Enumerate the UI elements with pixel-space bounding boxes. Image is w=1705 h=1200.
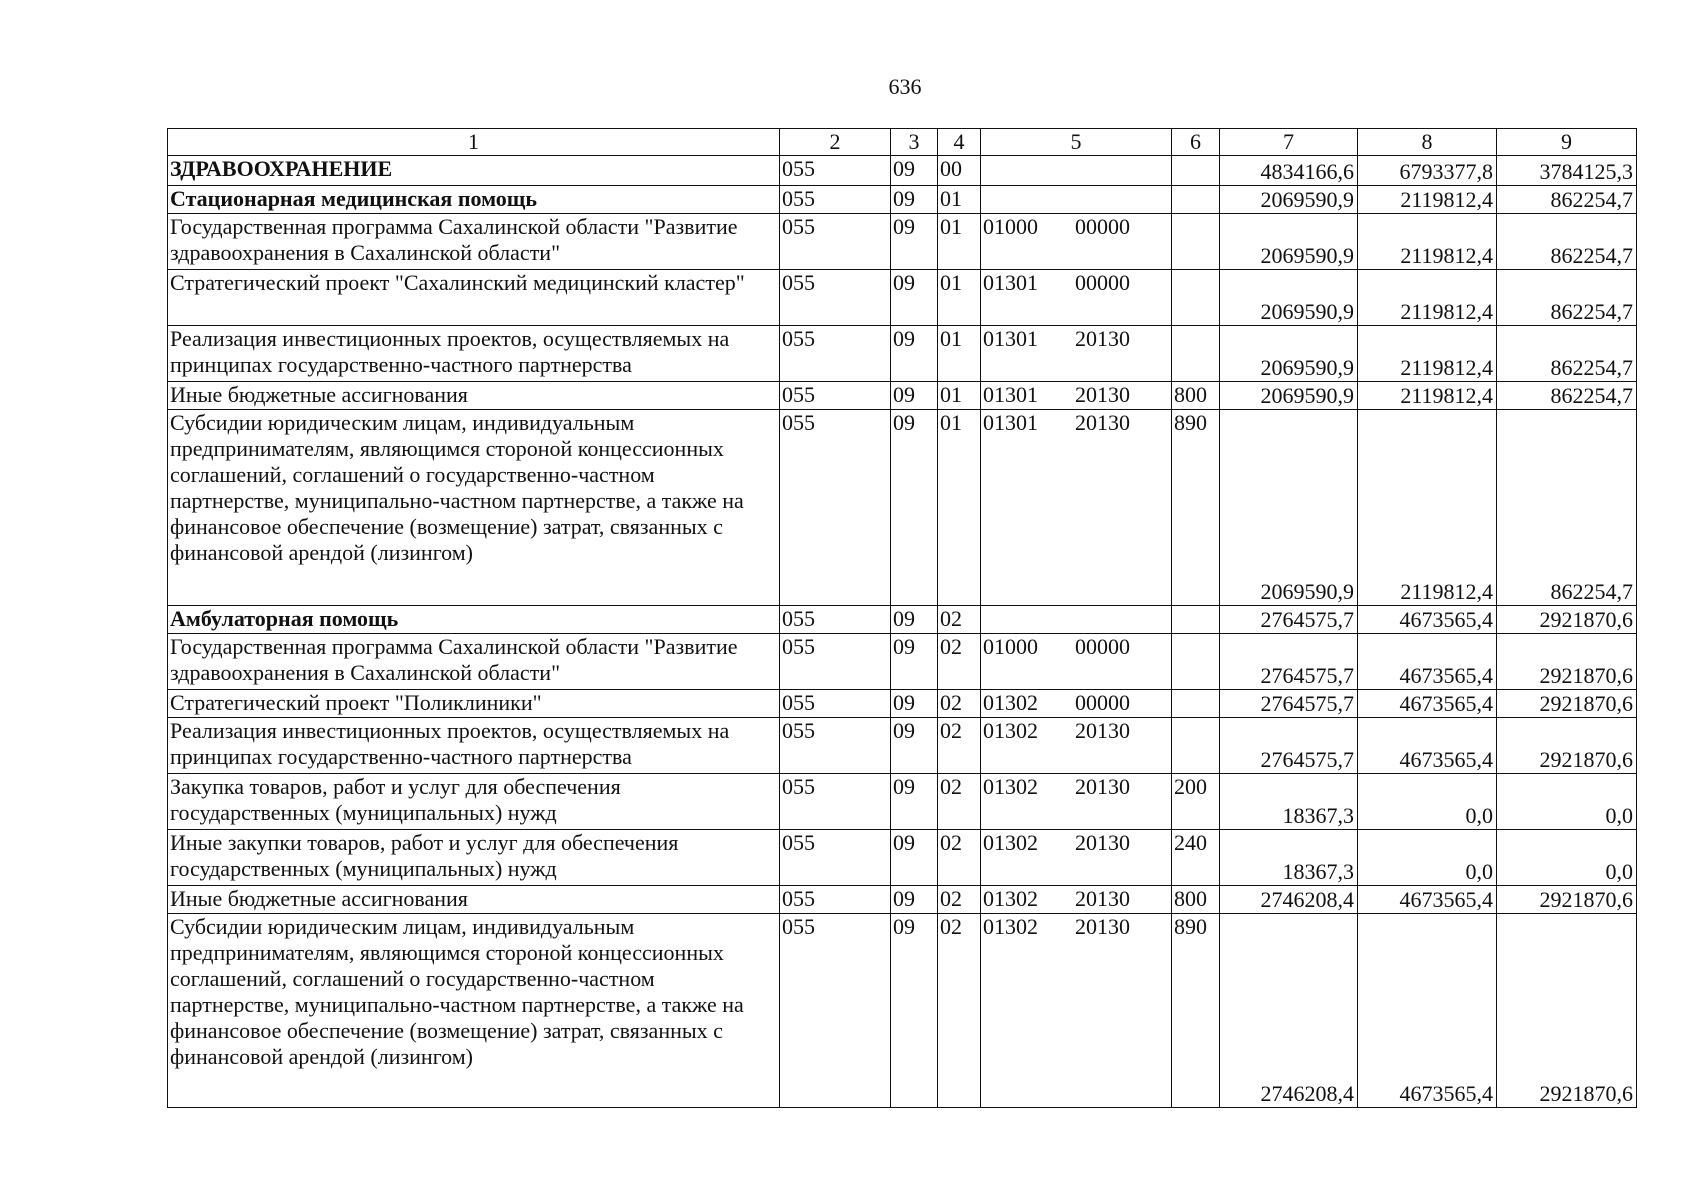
code-col-3: 09 (891, 634, 938, 690)
direction-code: 20130 (1075, 718, 1130, 743)
table-row (168, 410, 1637, 606)
amount-col-9: 2921870,6 (1497, 914, 1637, 1108)
amount-col-8: 4673565,4 (1358, 606, 1497, 634)
amount-col-7: 2069590,9 (1220, 410, 1358, 606)
header-row (168, 129, 1637, 156)
program-code: 01302 (983, 830, 1038, 855)
amount-col-9: 862254,7 (1497, 382, 1637, 410)
amount-col-9: 2921870,6 (1497, 606, 1637, 634)
row-description: Стратегический проект "Поликлиники" (168, 690, 780, 718)
code-col-5 (981, 186, 1172, 214)
code-col-2: 055 (780, 214, 891, 270)
header-cell-4: 4 (938, 129, 981, 156)
amount-col-7: 2746208,4 (1220, 914, 1358, 1108)
direction-code: 20130 (1075, 774, 1130, 799)
code-col-2: 055 (780, 914, 891, 1108)
program-code: 01301 (983, 382, 1038, 407)
code-col-2: 055 (780, 830, 891, 886)
amount-col-8: 4673565,4 (1358, 914, 1497, 1108)
amount-col-9: 862254,7 (1497, 214, 1637, 270)
header-cell-7: 7 (1220, 129, 1358, 156)
table-row (168, 326, 1637, 382)
table-row (168, 690, 1637, 718)
amount-col-8: 2119812,4 (1358, 214, 1497, 270)
amount-col-8: 2119812,4 (1358, 270, 1497, 326)
code-col-5 (981, 830, 1172, 886)
table-row (168, 270, 1637, 326)
table-body (168, 129, 1637, 1108)
code-col-2: 055 (780, 718, 891, 774)
code-col-4: 01 (938, 326, 981, 382)
header-cell-3: 3 (891, 129, 938, 156)
amount-col-7: 2069590,9 (1220, 186, 1358, 214)
code-col-3: 09 (891, 326, 938, 382)
code-col-5 (981, 214, 1172, 270)
code-col-5 (981, 774, 1172, 830)
row-description: Государственная программа Сахалинской области "Развитие здравоохранения в Сахалинской области" (168, 634, 780, 690)
header-cell-5: 5 (981, 129, 1172, 156)
table-row (168, 156, 1637, 186)
amount-col-8: 2119812,4 (1358, 186, 1497, 214)
code-col-6: 890 (1172, 410, 1220, 606)
amount-col-7: 2069590,9 (1220, 270, 1358, 326)
code-col-5 (981, 382, 1172, 410)
amount-col-8: 4673565,4 (1358, 690, 1497, 718)
code-col-2: 055 (780, 382, 891, 410)
code-col-4: 01 (938, 214, 981, 270)
row-description: Амбулаторная помощь (168, 606, 780, 634)
code-col-3: 09 (891, 690, 938, 718)
code-col-6 (1172, 156, 1220, 186)
code-col-4: 02 (938, 830, 981, 886)
amount-col-7: 2069590,9 (1220, 214, 1358, 270)
program-code: 01000 (983, 634, 1038, 659)
code-col-5 (981, 886, 1172, 914)
direction-code: 20130 (1075, 914, 1130, 939)
code-col-4: 01 (938, 186, 981, 214)
code-col-3: 09 (891, 382, 938, 410)
amount-col-9: 862254,7 (1497, 326, 1637, 382)
amount-col-7: 18367,3 (1220, 830, 1358, 886)
amount-col-7: 4834166,6 (1220, 156, 1358, 186)
table-row (168, 886, 1637, 914)
code-col-6: 800 (1172, 382, 1220, 410)
code-col-6 (1172, 606, 1220, 634)
row-description: Субсидии юридическим лицам, индивидуальным предпринимателям, являющимся стороной концессионных соглашений, соглашений о государственно-частном партнерстве, муниципально-частном партнерстве, а также на финансовое обеспечение (возмещение) затрат, связанных с финансовой арендой (лизингом) (168, 410, 780, 606)
code-col-4: 02 (938, 914, 981, 1108)
row-description: Государственная программа Сахалинской области "Развитие здравоохранения в Сахалинской области" (168, 214, 780, 270)
header-cell-9: 9 (1497, 129, 1637, 156)
table-row (168, 634, 1637, 690)
code-col-4: 00 (938, 156, 981, 186)
code-col-3: 09 (891, 914, 938, 1108)
code-col-6: 890 (1172, 914, 1220, 1108)
code-col-4: 02 (938, 774, 981, 830)
amount-col-7: 2764575,7 (1220, 634, 1358, 690)
direction-code: 00000 (1075, 270, 1130, 295)
code-col-6: 240 (1172, 830, 1220, 886)
amount-col-9: 862254,7 (1497, 186, 1637, 214)
amount-col-9: 2921870,6 (1497, 718, 1637, 774)
code-col-4: 02 (938, 886, 981, 914)
code-col-4: 02 (938, 634, 981, 690)
table-row (168, 382, 1637, 410)
amount-col-7: 2764575,7 (1220, 718, 1358, 774)
amount-col-8: 2119812,4 (1358, 382, 1497, 410)
amount-col-8: 6793377,8 (1358, 156, 1497, 186)
code-col-6 (1172, 690, 1220, 718)
program-code: 01302 (983, 886, 1038, 911)
budget-table-container (167, 128, 1637, 1108)
amount-col-9: 3784125,3 (1497, 156, 1637, 186)
code-col-6 (1172, 214, 1220, 270)
code-col-2: 055 (780, 886, 891, 914)
code-col-6: 800 (1172, 886, 1220, 914)
code-col-2: 055 (780, 326, 891, 382)
table-row (168, 774, 1637, 830)
direction-code: 00000 (1075, 690, 1130, 715)
page-number: 636 (888, 74, 922, 99)
table-row (168, 914, 1637, 1108)
amount-col-8: 4673565,4 (1358, 718, 1497, 774)
code-col-6 (1172, 270, 1220, 326)
code-col-4: 01 (938, 270, 981, 326)
table-row (168, 830, 1637, 886)
direction-code: 20130 (1075, 382, 1130, 407)
row-description: Стационарная медицинская помощь (168, 186, 780, 214)
code-col-2: 055 (780, 410, 891, 606)
table-row (168, 214, 1637, 270)
code-col-3: 09 (891, 156, 938, 186)
code-col-5 (981, 326, 1172, 382)
program-code: 01302 (983, 718, 1038, 743)
code-col-5 (981, 606, 1172, 634)
code-col-2: 055 (780, 270, 891, 326)
row-description: Субсидии юридическим лицам, индивидуальным предпринимателям, являющимся стороной концессионных соглашений, соглашений о государственно-частном партнерстве, муниципально-частном партнерстве, а также на финансовое обеспечение (возмещение) затрат, связанных с финансовой арендой (лизингом) (168, 914, 780, 1108)
amount-col-7: 2746208,4 (1220, 886, 1358, 914)
program-code: 01302 (983, 914, 1038, 939)
amount-col-7: 2764575,7 (1220, 606, 1358, 634)
amount-col-7: 18367,3 (1220, 774, 1358, 830)
code-col-4: 02 (938, 606, 981, 634)
program-code: 01302 (983, 774, 1038, 799)
program-code: 01302 (983, 690, 1038, 715)
row-description: Закупка товаров, работ и услуг для обеспечения государственных (муниципальных) нужд (168, 774, 780, 830)
code-col-4: 02 (938, 690, 981, 718)
amount-col-8: 2119812,4 (1358, 410, 1497, 606)
amount-col-9: 0,0 (1497, 774, 1637, 830)
table-row (168, 718, 1637, 774)
code-col-2: 055 (780, 606, 891, 634)
code-col-5 (981, 634, 1172, 690)
amount-col-9: 2921870,6 (1497, 886, 1637, 914)
code-col-3: 09 (891, 214, 938, 270)
code-col-3: 09 (891, 718, 938, 774)
row-description: ЗДРАВООХРАНЕНИЕ (168, 156, 780, 186)
program-code: 01301 (983, 410, 1038, 435)
header-cell-2: 2 (780, 129, 891, 156)
code-col-4: 02 (938, 718, 981, 774)
code-col-5 (981, 156, 1172, 186)
amount-col-7: 2069590,9 (1220, 382, 1358, 410)
code-col-3: 09 (891, 606, 938, 634)
amount-col-9: 0,0 (1497, 830, 1637, 886)
amount-col-8: 4673565,4 (1358, 634, 1497, 690)
table-row (168, 186, 1637, 214)
program-code: 01000 (983, 214, 1038, 239)
table-row (168, 606, 1637, 634)
code-col-4: 01 (938, 410, 981, 606)
code-col-3: 09 (891, 774, 938, 830)
amount-col-8: 0,0 (1358, 774, 1497, 830)
code-col-5 (981, 914, 1172, 1108)
header-cell-6: 6 (1172, 129, 1220, 156)
amount-col-8: 0,0 (1358, 830, 1497, 886)
direction-code: 20130 (1075, 886, 1130, 911)
amount-col-8: 4673565,4 (1358, 886, 1497, 914)
amount-col-7: 2764575,7 (1220, 690, 1358, 718)
row-description: Реализация инвестиционных проектов, осуществляемых на принципах государственно-частного партнерства (168, 718, 780, 774)
code-col-2: 055 (780, 690, 891, 718)
amount-col-9: 862254,7 (1497, 270, 1637, 326)
code-col-6 (1172, 634, 1220, 690)
direction-code: 00000 (1075, 214, 1130, 239)
row-description: Реализация инвестиционных проектов, осуществляемых на принципах государственно-частного партнерства (168, 326, 780, 382)
row-description: Иные бюджетные ассигнования (168, 886, 780, 914)
code-col-6 (1172, 718, 1220, 774)
row-description: Иные закупки товаров, работ и услуг для обеспечения государственных (муниципальных) нужд (168, 830, 780, 886)
code-col-3: 09 (891, 830, 938, 886)
row-description: Стратегический проект "Сахалинский медицинский кластер" (168, 270, 780, 326)
header-cell-1: 1 (168, 129, 780, 156)
amount-col-7: 2069590,9 (1220, 326, 1358, 382)
direction-code: 00000 (1075, 634, 1130, 659)
amount-col-9: 862254,7 (1497, 410, 1637, 606)
direction-code: 20130 (1075, 326, 1130, 351)
code-col-4: 01 (938, 382, 981, 410)
code-col-6 (1172, 326, 1220, 382)
code-col-2: 055 (780, 634, 891, 690)
code-col-3: 09 (891, 886, 938, 914)
code-col-2: 055 (780, 186, 891, 214)
program-code: 01301 (983, 270, 1038, 295)
code-col-3: 09 (891, 270, 938, 326)
code-col-2: 055 (780, 774, 891, 830)
code-col-6 (1172, 186, 1220, 214)
amount-col-9: 2921870,6 (1497, 634, 1637, 690)
direction-code: 20130 (1075, 830, 1130, 855)
code-col-3: 09 (891, 186, 938, 214)
code-col-2: 055 (780, 156, 891, 186)
amount-col-8: 2119812,4 (1358, 326, 1497, 382)
code-col-5 (981, 718, 1172, 774)
amount-col-9: 2921870,6 (1497, 690, 1637, 718)
code-col-3: 09 (891, 410, 938, 606)
header-cell-8: 8 (1358, 129, 1497, 156)
code-col-6: 200 (1172, 774, 1220, 830)
code-col-5 (981, 690, 1172, 718)
row-description: Иные бюджетные ассигнования (168, 382, 780, 410)
code-col-5 (981, 270, 1172, 326)
direction-code: 20130 (1075, 410, 1130, 435)
code-col-5 (981, 410, 1172, 606)
budget-table (167, 128, 1637, 1108)
program-code: 01301 (983, 326, 1038, 351)
